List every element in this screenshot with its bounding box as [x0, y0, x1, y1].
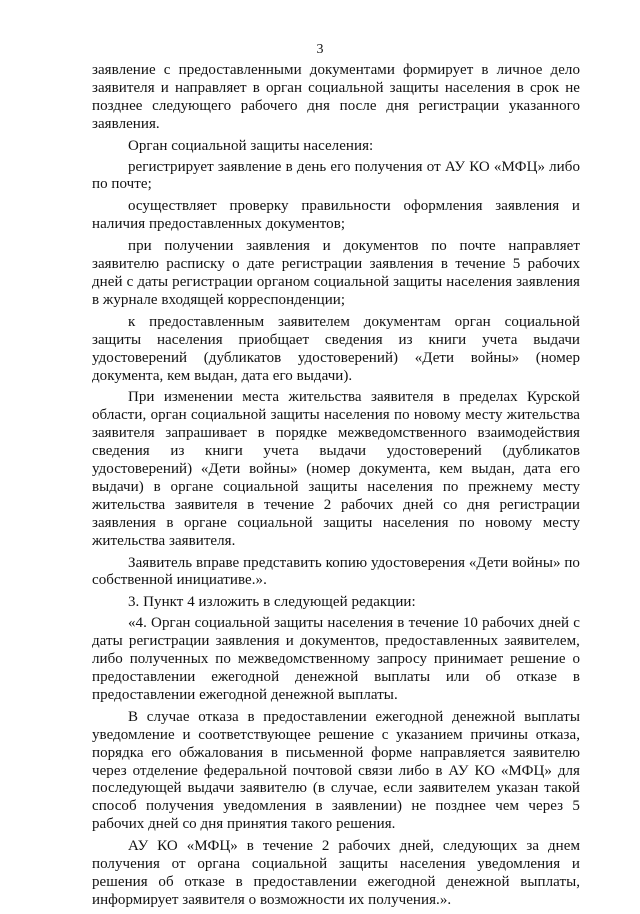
- paragraph: При изменении места жительства заявителя в пределах Курской области, орган социальной защиты населения по новому месту жительства заявителя запрашивает в порядке межведомственного взаимодействия сведения из книги учета выдачи удостоверений (дубликатов удостоверений) «Дети войны» (номер документа, кем выдан, дата его выдачи) в органе социальной защиты населения по прежнему месту жительства заявителя в течение 2 рабочих дней со дня регистрации заявления в органе социальной защиты населения по новому месту жительства заявителя.: [92, 389, 580, 549]
- paragraph: Орган социальной защиты населения:: [128, 137, 374, 154]
- page-number: 3: [316, 42, 324, 57]
- paragraph: при получении заявления и документов по почте направляет заявителю расписку о дате регистрации заявления в течение 5 рабочих дней с даты регистрации органом социальной защиты населения заявления в журнале входящей корреспонденции;: [92, 238, 580, 308]
- paragraph: АУ КО «МФЦ» в течение 2 рабочих дней, следующих за днем получения от органа социальной защиты населения уведомления и решения об отказе в предоставлении ежегодной денежной выплаты, информирует заявителя о возможности их получения.».: [92, 838, 580, 908]
- paragraph: заявление с предоставленными документами формирует в личное дело заявителя и направляет в орган социальной защиты населения в срок не позднее следующего рабочего дня после дня регистрации указанного заявления.: [92, 62, 580, 132]
- paragraph: регистрирует заявление в день его получения от АУ КО «МФЦ» либо по почте;: [92, 158, 580, 193]
- paragraph: Заявитель вправе представить копию удостоверения «Дети войны» по собственной инициативе.».: [92, 554, 580, 589]
- paragraph: осуществляет проверку правильности оформления заявления и наличия предоставленных документов;: [92, 198, 580, 233]
- paragraph: «4. Орган социальной защиты населения в течение 10 рабочих дней с даты регистрации заявления и документов, предоставленных заявителем, либо полученных по межведомственному запросу принимает решение о предоставлении ежегодной денежной выплаты или об отказе в предоставлении ежегодной денежной выплаты.: [92, 615, 580, 703]
- paragraph: 3. Пункт 4 изложить в следующей редакции:: [128, 594, 416, 611]
- document-body: [92, 62, 580, 914]
- paragraph: к предоставленным заявителем документам орган социальной защиты населения приобщает сведения из книги учета выдачи удостоверений (дубликатов удостоверений) «Дети войны» (номер документа, кем выдан, дата его выдачи).: [92, 313, 580, 384]
- paragraph: В случае отказа в предоставлении ежегодной денежной выплаты уведомление и соответствующее решение с указанием причины отказа, порядка его обжалования в письменной форме направляется заявителю через отделение федеральной почтовой связи либо в АУ КО «МФЦ» для последующей выдачи заявителю (в случае, если заявителем указан такой способ получения уведомления в заявлении) не позднее чем через 5 рабочих дней со дня принятия такого решения.: [92, 708, 580, 833]
